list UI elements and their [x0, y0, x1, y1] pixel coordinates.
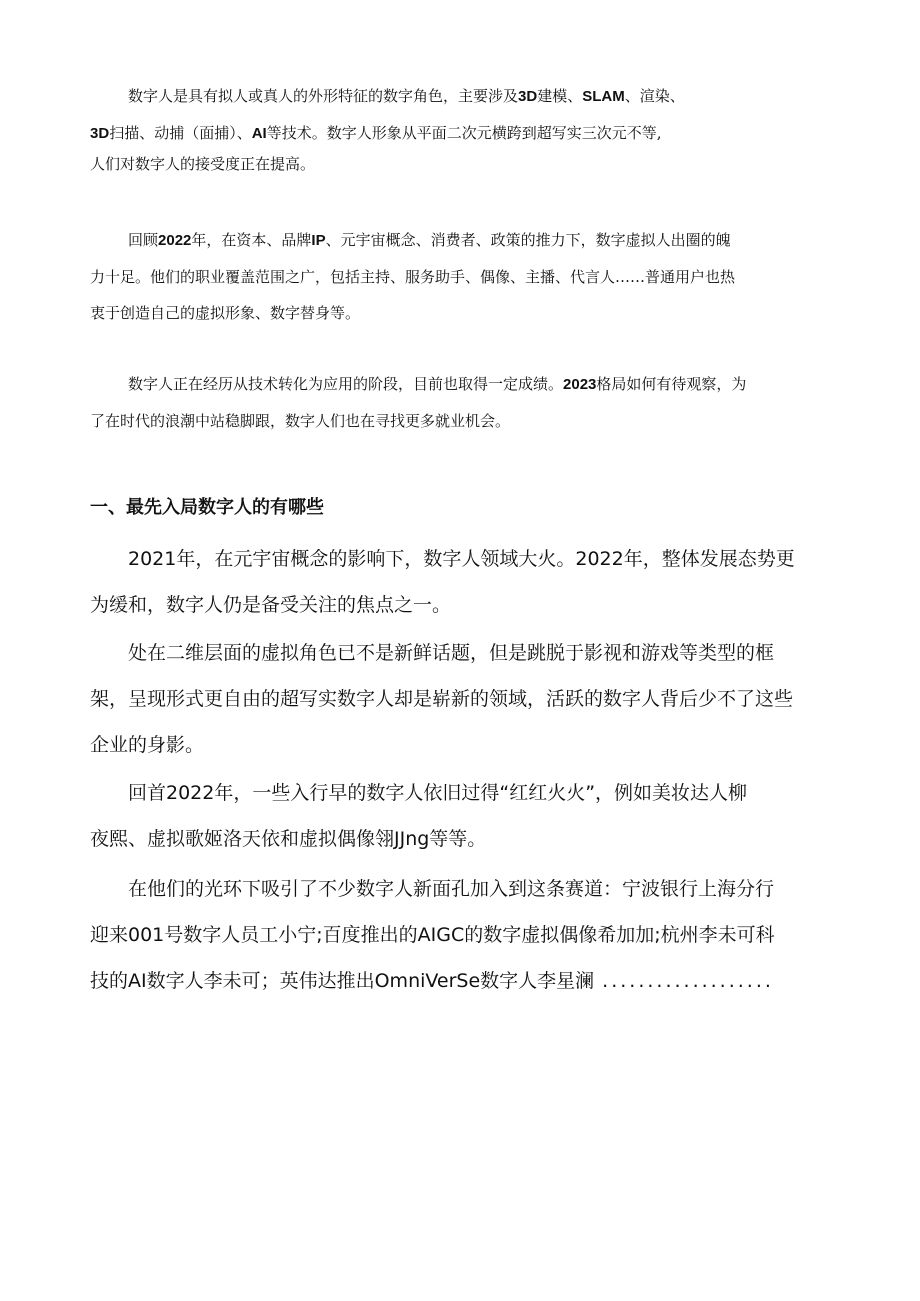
body-paragraph-1 [90, 536, 830, 628]
text-line: 在他们的光环下吸引了不少数字人新面孔加入到这条赛道：宁波银行上海分行 [128, 878, 775, 900]
body-paragraph-2 [90, 630, 830, 768]
text-line: 数字人正在经历从技术转化为应用的阶段，目前也取得一定成绩。2023格局如何有待观察，为 [128, 375, 747, 393]
text-line: 2021年，在元宇宙概念的影响下，数字人领域大火。2022年，整体发展态势更 [128, 548, 795, 570]
ellipsis-dots: ................... [602, 970, 774, 992]
text-line: 回首2022年，一些入行早的数字人依旧过得“红红火火”，例如美妆达人柳 [128, 782, 748, 804]
text-line: 处在二维层面的虚拟角色已不是新鲜话题，但是跳脱于影视和游戏等类型的框 [128, 642, 775, 664]
text-line: 衷于创造自己的虚拟形象、数字替身等。 [90, 304, 361, 322]
intro-paragraph-2 [90, 222, 830, 331]
text-line: 架，呈现形式更自由的超写实数字人却是崭新的领域，活跃的数字人背后少不了这些 [90, 688, 794, 710]
text-line: 力十足。他们的职业覆盖范围之广，包括主持、服务助手、偶像、主播、代言人……普通用户也热 [90, 268, 736, 286]
intro-paragraph-3 [90, 366, 830, 439]
text-line: 3D扫描、动捕（面捕）、AI等技术。数字人形象从平面二次元横跨到超写实三次元不等, [90, 124, 662, 142]
body-paragraph-3 [90, 770, 830, 862]
text-line: 人们对数字人的接受度正在提高。 [90, 155, 316, 173]
text-line: 数字人是具有拟人或真人的外形特征的数字角色，主要涉及3D建模、SLAM、渲染、 [128, 87, 685, 105]
section-heading: 一、最先入局数字人的有哪些 [90, 497, 324, 517]
intro-paragraph-1 [90, 78, 830, 182]
text-line: 技的AI数字人李未可；英伟达推出OmniVerSe数字人李星澜 ................... [90, 970, 774, 992]
body-paragraph-4 [90, 866, 830, 1004]
text-line: 夜熙、虚拟歌姬洛天依和虚拟偶像翎JJng等等。 [90, 828, 487, 850]
text-line: 企业的身影。 [90, 734, 205, 756]
text-line: 为缓和，数字人仍是备受关注的焦点之一。 [90, 594, 452, 616]
text-line: 了在时代的浪潮中站稳脚跟，数字人们也在寻找更多就业机会。 [90, 412, 511, 430]
text-line: 迎来001号数字人员工小宁;百度推出的AIGC的数字虚拟偶像希加加;杭州李未可科 [90, 924, 775, 946]
text-line: 回顾2022年，在资本、品牌IP、元宇宙概念、消费者、政策的推力下，数字虚拟人出圈的魄 [128, 231, 731, 249]
